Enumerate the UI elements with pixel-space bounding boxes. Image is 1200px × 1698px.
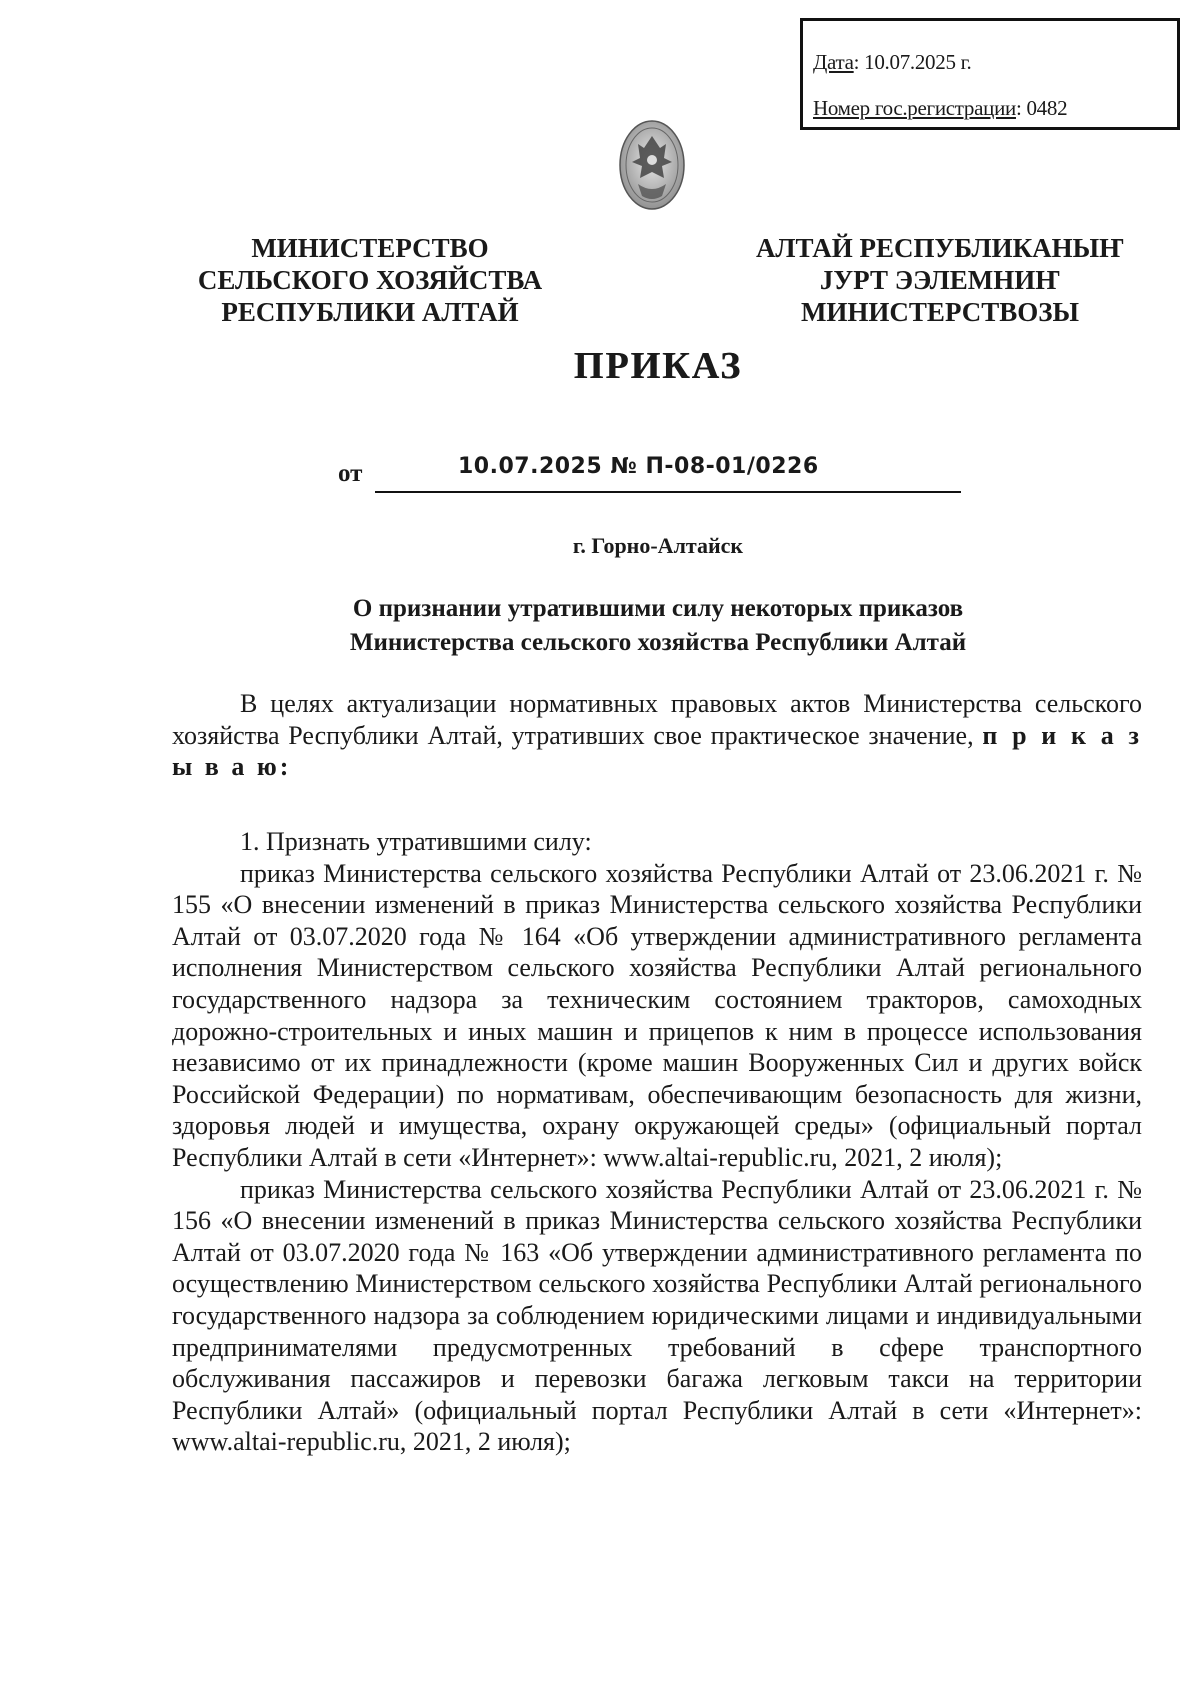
city: г. Горно-Алтайск [572,533,744,558]
order-subject [0,592,1200,660]
registration-number [813,85,1177,131]
header-left-line: РЕСПУБЛИКИ АЛТАЙ [221,297,519,327]
registration-number-label: Номер гос.регистрации [813,96,1016,120]
registration-date-label: Дата [813,50,854,74]
header-right-line: ЈУРТ ЭЭЛЕМНИҤ [819,265,1061,295]
order-number-line [338,454,958,494]
subject-line: О признании утратившими силу некоторых приказов [352,595,964,622]
intro-text: В целях актуализации нормативных правовых актов Министерства сельского хозяйства Республики Алтай, утративших свое практическое значение, [172,689,1142,750]
ministry-name-altai [740,232,1140,328]
document-title: ПРИКАЗ [573,345,743,387]
point-1-item: приказ Министерства сельского хозяйства Республики Алтай от 23.06.2021 г. № 155 «О внесении изменений в приказ Министерства сельского хозяйства Республики Алтай от 03.07.2020 года № 164 «Об утверждении административного регламента исполнения Министерством сельского хозяйства Республики Алтай регионального государственного надзора за техническим состоянием тракторов, самоходных дорожно-строительных и иных машин и прицепов к ним в процессе использования независимо от их принадлежности (кроме машин Вооруженных Сил и других войск Российской Федерации) по нормативам, обеспечивающим безопасность для жизни, здоровья людей и имущества, охрану окружающей среды» (официальный портал Республики Алтай в сети «Интернет»: www.altai-republic.ru, 2021, 2 июля); [172,858,1142,1172]
header-right-line: АЛТАЙ РЕСПУБЛИКАНЫҤ [755,233,1125,263]
subject-line: Министерства сельского хозяйства Республики Алтай [349,629,967,656]
coat-of-arms-emblem [618,118,686,212]
point-1 [172,826,1142,1458]
registration-stamp [800,18,1180,130]
intro-command: п р и к а з ы в а ю: [172,720,1142,782]
registration-date [813,39,1177,85]
intro-paragraph [172,688,1142,783]
point-1-heading: 1. Признать утратившими силу: [240,827,592,856]
ministry-name-russian [160,232,580,328]
header-right-line: МИНИСТЕРСТВОЗЫ [800,297,1080,327]
point-1-item: приказ Министерства сельского хозяйства Республики Алтай от 23.06.2021 г. № 156 «О внесении изменений в приказ Министерства сельского хозяйства Республики Алтай от 03.07.2020 года № 163 «Об утверждении административного регламента по осуществлению Министерством сельского хозяйства Республики Алтай регионального государственного надзора за соблюдением юридическими лицами и индивидуальными предпринимателями предусмотренных требований в сфере транспортного обслуживания пассажиров и перевозки багажа легковым такси на территории Республики Алтай» (официальный портал Республики Алтай в сети «Интернет»: www.altai-republic.ru, 2021, 2 июля); [172,1174,1142,1457]
registration-date-value: : 10.07.2025 г. [853,50,972,74]
header-left-line: СЕЛЬСКОГО ХОЗЯЙСТВА [197,265,543,295]
order-underline [375,491,961,493]
order-prefix: от [338,460,363,487]
header-left-line: МИНИСТЕРСТВО [251,233,489,263]
order-number: 10.07.2025 № П-08-01/0226 [458,454,819,479]
registration-number-value: : 0482 [1015,96,1068,120]
